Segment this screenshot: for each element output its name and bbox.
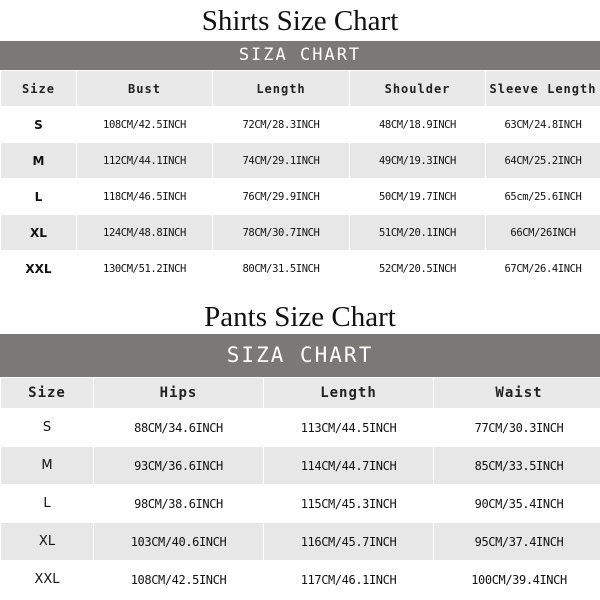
table-cell: 100CM/39.4INCH xyxy=(434,561,600,598)
table-cell: 113CM/44.5INCH xyxy=(264,409,433,446)
table-cell: 65cm/25.6INCH xyxy=(486,179,600,214)
table-cell: 48CM/18.9INCH xyxy=(350,107,485,142)
pants-size-table xyxy=(0,377,600,599)
size-cell: S xyxy=(1,409,93,446)
shirts-size-table xyxy=(0,70,600,287)
table-cell: 63CM/24.8INCH xyxy=(486,107,600,142)
table-cell: 115CM/45.3INCH xyxy=(264,485,433,522)
header-shoulder: Shoulder xyxy=(350,71,485,106)
table-cell: 80CM/31.5INCH xyxy=(213,251,349,286)
table-cell: 50CM/19.7INCH xyxy=(350,179,485,214)
table-cell: 64CM/25.2INCH xyxy=(486,143,600,178)
table-cell: 52CM/20.5INCH xyxy=(350,251,485,286)
pants-chart-title: Pants Size Chart xyxy=(204,301,396,333)
header-hips: Hips xyxy=(94,378,263,408)
table-cell: 114CM/44.7INCH xyxy=(264,447,433,484)
header-size: Size xyxy=(1,378,93,408)
table-cell: 74CM/29.1INCH xyxy=(213,143,349,178)
size-cell: XXL xyxy=(1,561,93,598)
size-cell: L xyxy=(1,485,93,522)
shirts-chart-banner: SIZA CHART xyxy=(0,41,600,70)
table-cell: 90CM/35.4INCH xyxy=(434,485,600,522)
table-cell: 112CM/44.1INCH xyxy=(77,143,212,178)
size-cell: M xyxy=(1,143,76,178)
table-cell: 66CM/26INCH xyxy=(486,215,600,250)
table-cell: 118CM/46.5INCH xyxy=(77,179,212,214)
table-cell: 103CM/40.6INCH xyxy=(94,523,263,560)
table-cell: 88CM/34.6INCH xyxy=(94,409,263,446)
size-cell: XXL xyxy=(1,251,76,286)
table-row xyxy=(1,143,600,178)
table-row xyxy=(1,251,600,286)
shirts-chart-title: Shirts Size Chart xyxy=(201,5,399,37)
header-size: Size xyxy=(1,71,76,106)
table-cell: 77CM/30.3INCH xyxy=(434,409,600,446)
table-row xyxy=(1,447,600,484)
table-cell: 98CM/38.6INCH xyxy=(94,485,263,522)
table-cell: 76CM/29.9INCH xyxy=(213,179,349,214)
size-cell: XL xyxy=(1,215,76,250)
table-row xyxy=(1,409,600,446)
table-header-row xyxy=(1,71,600,106)
table-cell: 93CM/36.6INCH xyxy=(94,447,263,484)
size-cell: S xyxy=(1,107,76,142)
table-header-row xyxy=(1,378,600,408)
table-row xyxy=(1,215,600,250)
table-row xyxy=(1,485,600,522)
header-sleeve-length: Sleeve Length xyxy=(486,71,600,106)
header-length: Length xyxy=(264,378,433,408)
table-row xyxy=(1,523,600,560)
size-cell: M xyxy=(1,447,93,484)
table-cell: 116CM/45.7INCH xyxy=(264,523,433,560)
header-waist: Waist xyxy=(434,378,600,408)
table-cell: 49CM/19.3INCH xyxy=(350,143,485,178)
table-cell: 78CM/30.7INCH xyxy=(213,215,349,250)
size-cell: L xyxy=(1,179,76,214)
header-length: Length xyxy=(213,71,349,106)
table-cell: 108CM/42.5INCH xyxy=(94,561,263,598)
table-cell: 130CM/51.2INCH xyxy=(77,251,212,286)
table-cell: 117CM/46.1INCH xyxy=(264,561,433,598)
table-cell: 51CM/20.1INCH xyxy=(350,215,485,250)
table-cell: 108CM/42.5INCH xyxy=(77,107,212,142)
table-cell: 67CM/26.4INCH xyxy=(486,251,600,286)
table-cell: 95CM/37.4INCH xyxy=(434,523,600,560)
table-cell: 85CM/33.5INCH xyxy=(434,447,600,484)
table-row xyxy=(1,107,600,142)
table-cell: 124CM/48.8INCH xyxy=(77,215,212,250)
header-bust: Bust xyxy=(77,71,212,106)
table-row xyxy=(1,179,600,214)
pants-chart-banner: SIZA CHART xyxy=(0,334,600,377)
size-cell: XL xyxy=(1,523,93,560)
table-row xyxy=(1,561,600,598)
table-cell: 72CM/28.3INCH xyxy=(213,107,349,142)
